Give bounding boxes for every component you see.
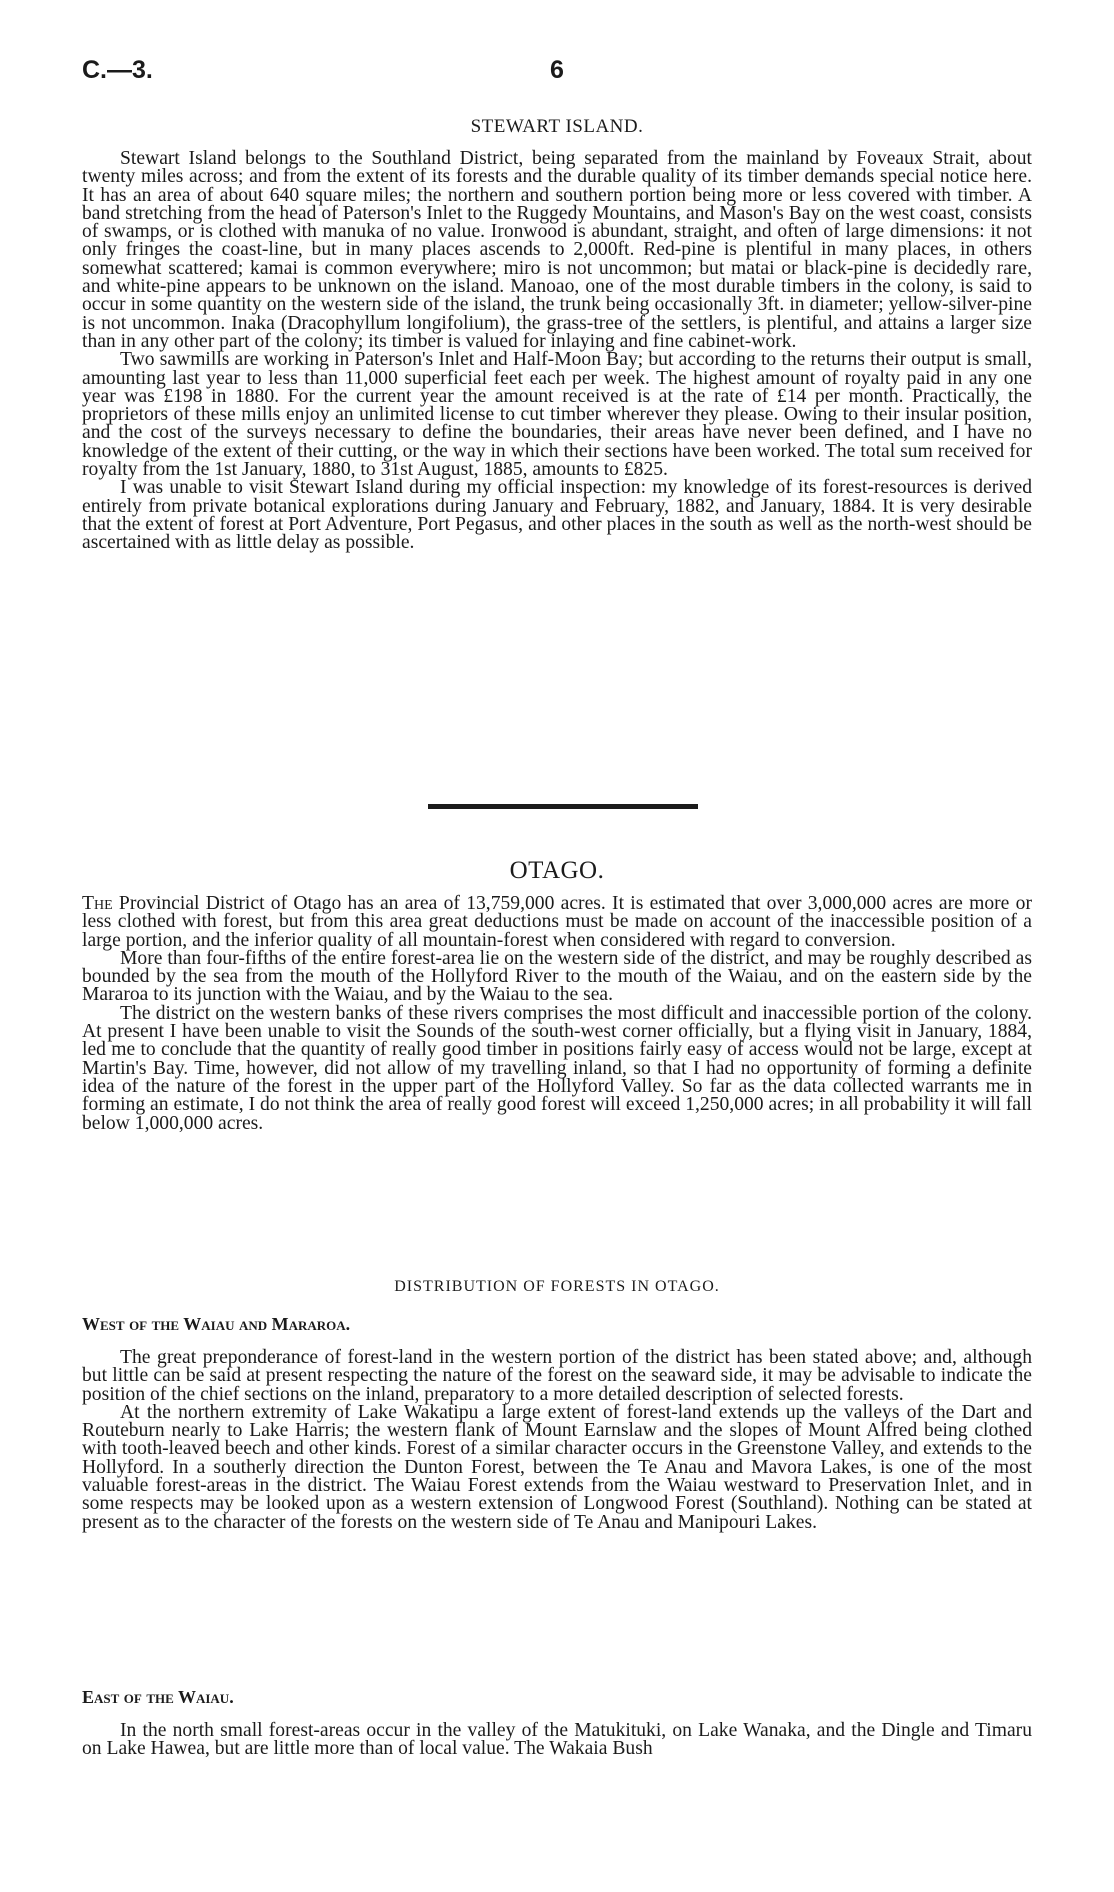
east-paragraph-1: In the north small forest-areas occur in the valley of the Matukituki, on Lake Wanaka, and the Dingle and Timaru on Lake Hawea, but are little more than of local value. The Wakaia Bush <box>82 1720 1032 1760</box>
otago-lead-word: The <box>82 893 113 914</box>
west-subheading: West of the Waiau and Mararoa. <box>82 1314 351 1334</box>
west-paragraph-1: The great preponderance of forest-land in the western portion of the district has been stated above; and, although but little can be said at present respecting the nature of the forest on the seaward side, it may be advisable to indicate the position of the chief sections on the inland, preparatory to a more detailed description of selected forests. <box>82 1347 1032 1405</box>
page-number: 6 <box>550 56 564 84</box>
east-section <box>82 1669 1032 1759</box>
document-reference: C.—3. <box>82 56 153 84</box>
stewart-paragraph-1: Stewart Island belongs to the Southland District, being separated from the mainland by Foveaux Strait, about twenty miles across; and from the extent of its forests and the durable quality of its timber demands special notice here. It has an area of about 640 square miles; the northern and southern portion being more or less covered with timber. A band stretching from the head of Paterson's Inlet to the Ruggedy Mountains, and Mason's Bay on the west coast, consists of swamps, or is clothed with manuka of no value. Ironwood is abundant, straight, and often of large dimensions: it not only fringes the coast-line, but in many places ascends to 2,000ft. Red-pine is plentiful in many places, in others somewhat scattered; kamai is common everywhere; miro is not uncommon; but matai or black-pine is decidedly rare, and white-pine appears to be unknown on the island. Manoao, one of the most durable timbers in the colony, is said to occur in some quantity on the western side of the island, the trunk being occasionally 3ft. in diameter; yellow-silver-pine is not uncommon. Inaka (Dracophyllum longifolium), the grass-tree of the settlers, is plentiful, and attains a larger size than in any other part of the colony; its timber is valued for inlaying and fine cabinet-work. <box>82 148 1032 352</box>
stewart-paragraph-2: Two sawmills are working in Paterson's Inlet and Half-Moon Bay; but according to the returns their output is small, amounting last year to less than 11,000 superficial feet each per week. The highest amount of royalty paid in any one year was £198 in 1880. For the current year the amount received is at the rate of £14 per month. Practically, the proprietors of these mills enjoy an unlimited license to cut timber wherever they please. Owing to their insular position, and the cost of the surveys necessary to define the boundaries, their areas have never been defined, and I have no knowledge of the extent of their cutting, or the way in which their sections have been worked. The total sum received for royalty from the 1st January, 1880, to 31st August, 1885, amounts to £825. <box>82 349 1032 481</box>
otago-paragraph-1 <box>82 895 1032 950</box>
otago-paragraph-1-text: Provincial District of Otago has an area of 13,759,000 acres. It is estimated that over 3,000,000 acres are more or less clothed with forest, but from this area great deductions must be made on account of the inaccessible position of a large portion, and the inferior quality of all mountain-forest when considered with regard to conversion. <box>82 893 1032 951</box>
east-subheading: East of the Waiau. <box>82 1687 234 1707</box>
page-header <box>82 56 1032 96</box>
stewart-island-section <box>82 116 1032 553</box>
otago-heading: OTAGO. <box>509 857 605 884</box>
otago-paragraph-2: More than four-fifths of the entire forest-area lie on the western side of the district, and may be roughly described as bounded by the sea from the mouth of the Hollyford River to the mouth of the Waiau, and on the eastern side by the Mararoa to its junction with the Waiau, and by the Waiau to the sea. <box>82 947 1032 1006</box>
stewart-island-heading: STEWART ISLAND. <box>470 116 644 137</box>
distribution-heading: DISTRIBUTION OF FORESTS IN OTAGO. <box>394 1278 720 1295</box>
otago-paragraph-3: The district on the western banks of these rivers comprises the most difficult and inaccessible portion of the colony. At present I have been unable to visit the Sounds of the south-west corner officially, but a flying visit in January, 1884, led me to conclude that the quantity of really good timber in positions fairly easy of access would not be large, except at Martin's Bay. Time, however, did not allow of my travelling inland, so that I had no opportunity of forming a definite idea of the nature of the forest in the upper part of the Hollyford Valley. So far as the data collected warrants me in forming an estimate, I do not think the area of really good forest will exceed 1,250,000 acres; in all probability it will fall below 1,000,000 acres. <box>82 1002 1032 1134</box>
stewart-paragraph-3: I was unable to visit Stewart Island during my official inspection: my knowledge of its forest-resources is derived entirely from private botanical explorations during January and February, 1882, and January, 1884. It is very desirable that the extent of forest at Port Adventure, Port Pegasus, and other places in the south as well as the north-west should be ascertained with as little delay as possible. <box>82 477 1032 554</box>
distribution-section <box>82 1278 1032 1532</box>
section-divider <box>428 804 698 809</box>
west-paragraph-2: At the northern extremity of Lake Wakatipu a large extent of forest-land extends up the valleys of the Dart and Routeburn nearly to Lake Harris; the western flank of Mount Earnslaw and the slopes of Mount Alfred being clothed with tooth-leaved beech and other kinds. Forest of a similar character occurs in the Greenstone Valley, and extends to the Hollyford. In a southerly direction the Dunton Forest, between the Te Anau and Mavora Lakes, is one of the most valuable forest-areas in the district. The Waiau Forest extends from the Waiau westward to Preservation Inlet, and in some respects may be looked upon as a western extension of Longwood Forest (Southland). Nothing can be stated at present as to the character of the forests on the western side of Te Anau and Manipouri Lakes. <box>82 1401 1032 1533</box>
otago-section <box>82 857 1032 1133</box>
